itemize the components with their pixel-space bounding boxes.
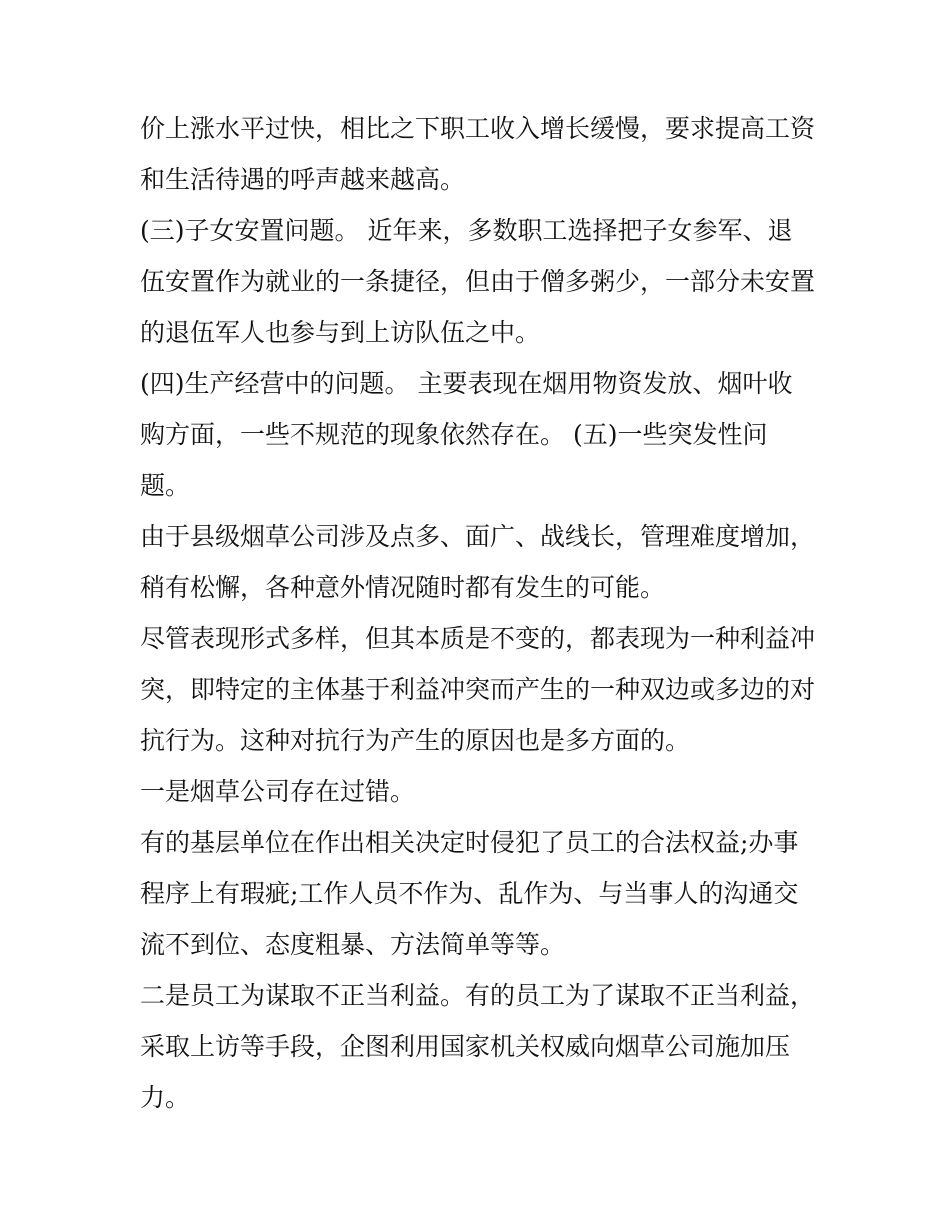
text-line: 的退伍军人也参与到上访队伍之中。: [140, 318, 541, 347]
document-body: [140, 107, 820, 1127]
text-line: 一是烟草公司存在过错。: [140, 777, 416, 806]
text-line: 采取上访等手段，企图利用国家机关权威向烟草公司施加压: [140, 1032, 791, 1061]
text-line: (三)子女安置问题。 近年来，多数职工选择把子女参军、退: [140, 216, 793, 245]
text-line: (四)生产经营中的问题。 主要表现在烟用物资发放、烟叶收: [140, 369, 793, 398]
text-line: 价上涨水平过快，相比之下职工收入增长缓慢，要求提高工资: [140, 114, 816, 143]
text-line: 流不到位、态度粗暴、方法简单等等。: [140, 930, 566, 959]
text-line: 稍有松懈，各种意外情况随时都有发生的可能。: [140, 573, 666, 602]
text-line: 力。: [140, 1083, 191, 1112]
text-line: 和生活待遇的呼声越来越高。: [140, 165, 466, 194]
text-line: 尽管表现形式多样，但其本质是不变的，都表现为一种利益冲: [140, 624, 816, 653]
text-line: 购方面，一些不规范的现象依然存在。 (五)一些突发性问: [140, 420, 768, 449]
text-line: 程序上有瑕疵;工作人员不作为、乱作为、与当事人的沟通交: [140, 879, 799, 908]
text-line: 有的基层单位在作出相关决定时侵犯了员工的合法权益;办事: [140, 828, 799, 857]
text-line: 伍安置作为就业的一条捷径，但由于僧多粥少，一部分未安置: [140, 267, 816, 296]
text-line: 突，即特定的主体基于利益冲突而产生的一种双边或多边的对: [140, 675, 816, 704]
text-line: 由于县级烟草公司涉及点多、面广、战线长，管理难度增加，: [140, 522, 816, 551]
text-line: 题。: [140, 471, 191, 500]
text-line: 抗行为。这种对抗行为产生的原因也是多方面的。: [140, 726, 691, 755]
text-line: 二是员工为谋取不正当利益。有的员工为了谋取不正当利益，: [140, 981, 816, 1010]
